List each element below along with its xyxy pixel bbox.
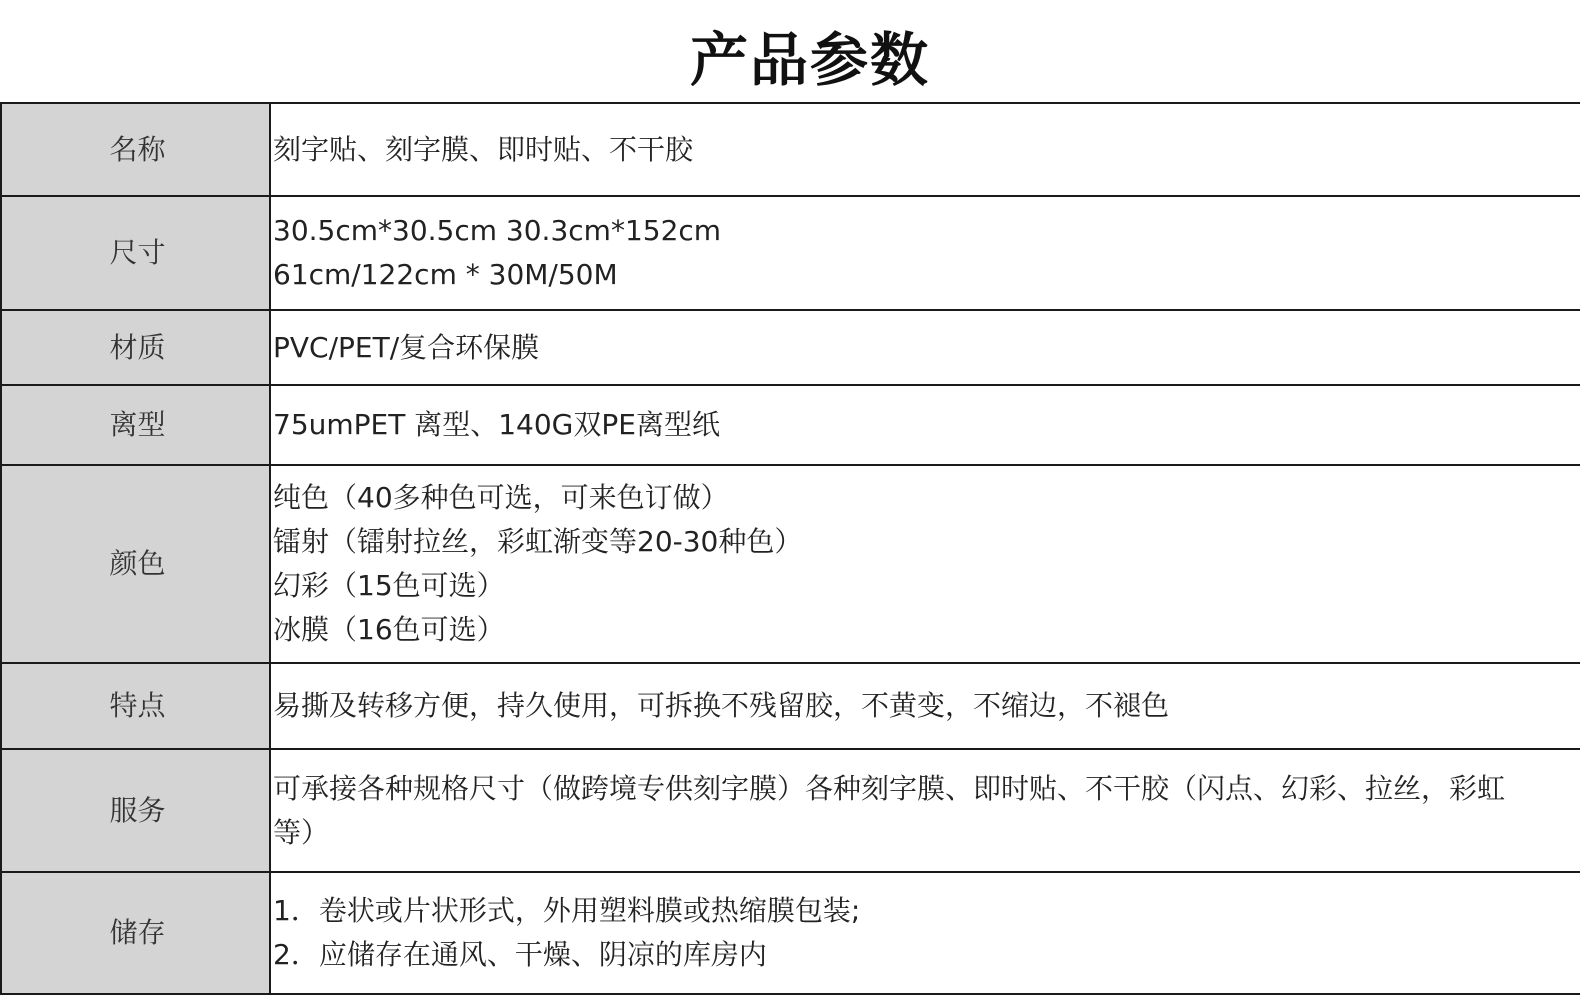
row-label: 材质 (1, 310, 270, 385)
value-line: 纯色（40多种色可选，可来色订做） (273, 481, 729, 514)
value-line: 30.5cm*30.5cm 30.3cm*152cm (273, 214, 722, 247)
value-line: 61cm/122cm * 30M/50M (273, 258, 618, 291)
table-row-feature (1, 663, 1580, 749)
row-value (270, 872, 1580, 994)
table-row-color (1, 465, 1580, 663)
row-value (270, 385, 1580, 465)
row-label: 服务 (1, 749, 270, 872)
value-line: 易撕及转移方便，持久使用，可拆换不残留胶，不黄变，不缩边，不褪色 (273, 689, 1170, 722)
row-value (270, 103, 1580, 196)
table-row-service (1, 749, 1580, 872)
params-table (0, 102, 1580, 995)
table-row-storage (1, 872, 1580, 994)
table-row-name (1, 103, 1580, 196)
row-label: 储存 (1, 872, 270, 994)
row-value (270, 749, 1580, 872)
page-title: 产品参数 (689, 26, 930, 94)
value-line: 镭射（镭射拉丝，彩虹渐变等20-30种色） (273, 525, 803, 558)
value-line: 冰膜（16色可选） (273, 613, 505, 646)
row-label: 名称 (1, 103, 270, 196)
value-line: 等） (273, 815, 330, 849)
value-line: PVC/PET/复合环保膜 (273, 330, 540, 364)
table-row-release (1, 385, 1580, 465)
row-value (270, 465, 1580, 663)
value-line: 刻字贴、刻字膜、即时贴、不干胶 (273, 132, 694, 166)
row-value (270, 196, 1580, 310)
row-label: 尺寸 (1, 196, 270, 310)
value-line: 幻彩（15色可选） (273, 569, 505, 602)
row-label: 特点 (1, 663, 270, 749)
table-row-size (1, 196, 1580, 310)
params-table-wrapper (0, 102, 1580, 1000)
value-line: 75umPET 离型、140G双PE离型纸 (273, 408, 720, 441)
value-line: 2．应储存在通风、干燥、阴凉的库房内 (273, 938, 767, 971)
table-row-material (1, 310, 1580, 385)
row-value (270, 310, 1580, 385)
row-label: 离型 (1, 385, 270, 465)
row-value (270, 663, 1580, 749)
value-line: 1．卷状或片状形式，外用塑料膜或热缩膜包装; (273, 894, 861, 927)
value-line: 可承接各种规格尺寸（做跨境专供刻字膜）各种刻字膜、即时贴、不干胶（闪点、幻彩、拉丝，彩虹 (273, 771, 1506, 805)
row-label: 颜色 (1, 465, 270, 663)
